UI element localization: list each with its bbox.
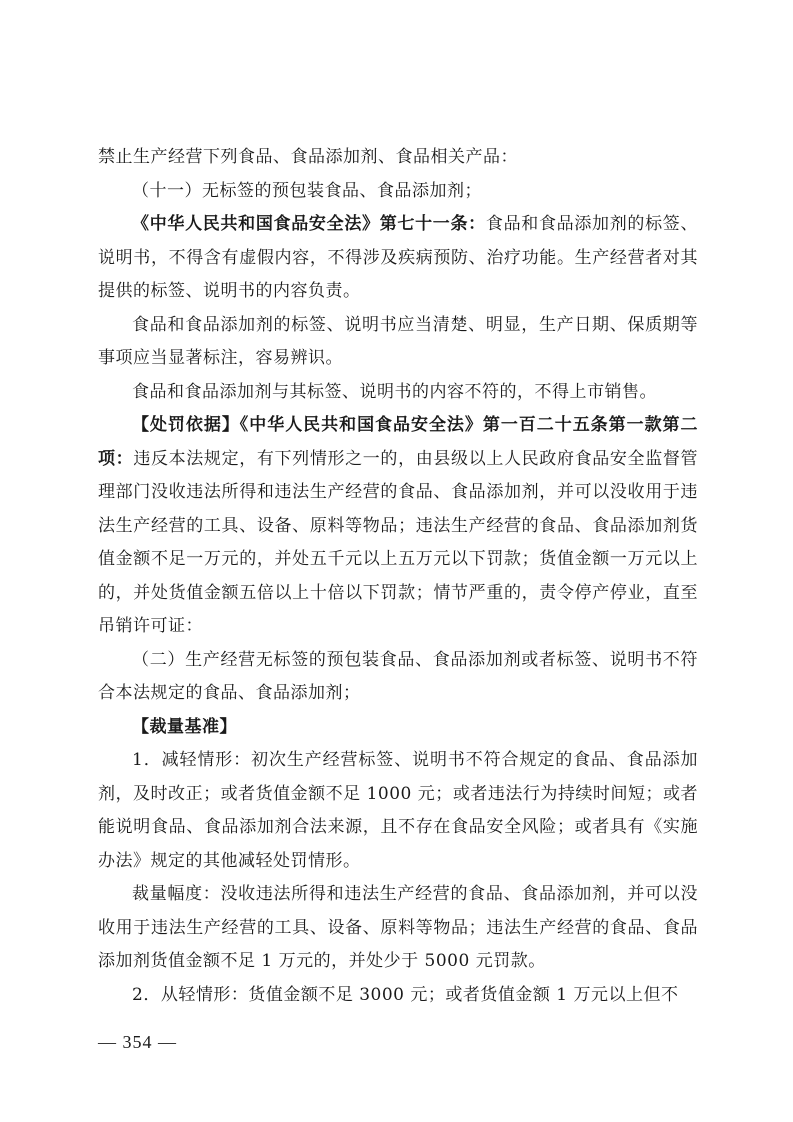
paragraph: （十一）无标签的预包装食品、食品添加剂；	[132, 180, 482, 201]
section-heading: 【裁量基准】	[132, 716, 237, 737]
paragraph: 2．从轻情形：货值金额不足 3000 元；或者货值金额 1 万元以上但不	[132, 984, 679, 1005]
paragraph: 食品和食品添加剂与其标签、说明书的内容不符的，不得上市销售。	[132, 381, 657, 402]
paragraph: 1．减轻情形：初次生产经营标签、说明书不符合规定的食品、食品添加剂，及时改正；或者货值金额不足 1000 元；或者违法行为持续时间短；或者能说明食品、食品添加剂合法来源，且不存在食品安全风险；或者具有《实施办法》规定的其他减轻处罚情形。	[98, 750, 698, 871]
law-article-heading: 《中华人民共和国食品安全法》第七十一条：	[132, 214, 486, 234]
paragraph: （二）生产经营无标签的预包装食品、食品添加剂或者标签、说明书不符合本法规定的食品、食品添加剂；	[98, 649, 698, 703]
paragraph: 《中华人民共和国食品安全法》第七十一条：食品和食品添加剂的标签、说明书，不得含有虚假内容，不得涉及疾病预防、治疗功能。生产经营者对其提供的标签、说明书的内容负责。	[98, 214, 699, 301]
paragraph: 禁止生产经营下列食品、食品添加剂、食品相关产品：	[98, 147, 518, 167]
document-body	[98, 141, 698, 1012]
page-number: — 354 —	[98, 1032, 177, 1052]
paragraph: 裁量幅度：没收违法所得和违法生产经营的食品、食品添加剂，并可以没收用于违法生产经营的工具、设备、原料等物品；违法生产经营的食品、食品添加剂货值金额不足 1 万元的，并处少于 5000 元罚款。	[98, 884, 698, 971]
paragraph: 【处罚依据】《中华人民共和国食品安全法》第一百二十五条第一款第二项：违反本法规定，有下列情形之一的，由县级以上人民政府食品安全监督管理部门没收违法所得和违法生产经营的食品、食品添加剂，并可以没收用于违法生产经营的工具、设备、原料等物品；违法生产经营的食品、食品添加剂货值金额不足一万元的，并处五千元以上五万元以下罚款；货值金额一万元以上的，并处货值金额五倍以上十倍以下罚款；情节严重的，责令停产停业，直至吊销许可证：	[98, 415, 699, 636]
penalty-basis-heading: 【处罚依据】《中华人民共和国食品安全法》第一百二十五条第一款第二项：	[98, 415, 698, 469]
paragraph: 食品和食品添加剂的标签、说明书应当清楚、明显，生产日期、保质期等事项应当显著标注，容易辨识。	[98, 314, 698, 368]
